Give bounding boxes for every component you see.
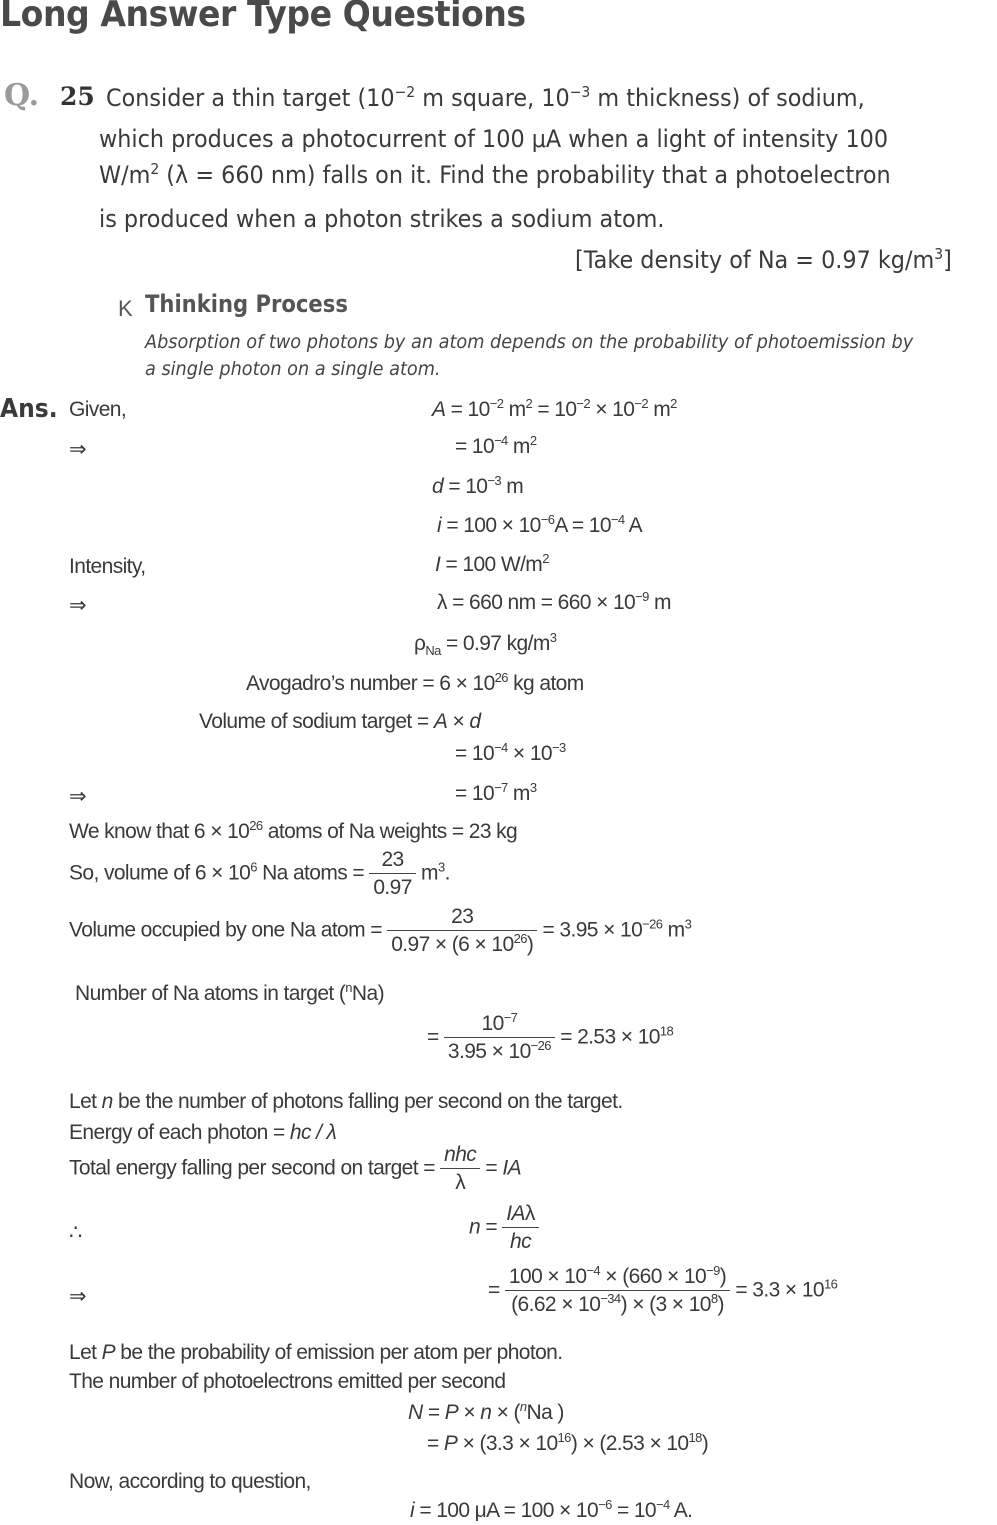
section-title: Long Answer Type Questions	[0, 0, 526, 35]
number-atoms-label: Number of Na atoms in target ($^n$Na)	[75, 980, 384, 1005]
eq-thickness: $d = 10^{-3}$ m	[432, 473, 524, 498]
thinking-process-icon: K	[118, 296, 133, 321]
fraction-ial-over-hc: $\frac{\text{IAλ}}{hc}$	[502, 1202, 539, 1254]
eq-volume-one-atom: Volume occupied by one Na atom = $\frac{23}{0.97 \times (6 \times 10^{26})}$ = $3.95 \times 10^{-26}$ $m^3$	[69, 905, 692, 956]
eq-n-value: = $\frac{100 \times 10^{-4} \times (660 \times 10^{-9})}{(6.62 \times 10^{-34}) \times (3 \times 10^8)}$ = $3.3 \times 10^{16}$	[488, 1263, 838, 1316]
know-statement: We know that $6 \times 10^{26}$ atoms of Na weights = 23 kg	[69, 818, 518, 843]
eq-volume-mole: So, volume of $6 \times 10^6$ Na atoms = $\frac{23}{0.97}$ $m^3$.	[69, 848, 450, 899]
implies-symbol: ⇒	[69, 785, 86, 808]
question-line-2: which produces a photocurrent of 100 μA when a light of intensity 100	[99, 125, 889, 153]
eq-total-energy: Total energy falling per second on target = $\frac{\text{nhc}}{\lambda}$ = IA	[69, 1143, 521, 1194]
thinking-process-line-1: Absorption of two photons by an atom depends on the probability of photoemission by	[145, 331, 914, 353]
question-marker-icon: Q.	[4, 78, 40, 113]
eq-density: $\rho_{Na} = 0.97$ $kg/m^3$	[414, 630, 557, 659]
now-statement: Now, according to question,	[69, 1470, 311, 1493]
given-label: Given,	[69, 398, 127, 421]
eq-current-final: i = 100 $\mu A = 100 \times 10^{-6} = 10^{-4}$ A.	[410, 1497, 693, 1522]
eq-intensity: I = 100 $W/m^2$	[435, 551, 549, 576]
therefore-symbol: ∴	[69, 1221, 82, 1244]
eq-volume-step: = $10^{-4} \times 10^{-3}$	[455, 740, 566, 765]
let-n-statement: Let n be the number of photons falling per second on the target.	[69, 1090, 623, 1113]
eq-N-formula: N = P × n × ($^n$Na )	[408, 1399, 564, 1424]
thinking-process-title: Thinking Process	[145, 290, 348, 318]
eq-N-value: = $P \times (3.3 \times 10^{16}) \times (2.53 \times 10^{18})$	[427, 1430, 709, 1455]
eq-wavelength: λ = 660 nm = $660 \times 10^{-9}$ m	[437, 589, 671, 614]
question-note: [Take density of Na = 0.97 $kg/m^3$]	[575, 245, 952, 274]
eq-n-formula: n = $\frac{\text{IAλ}}{hc}$	[469, 1202, 539, 1254]
eq-current: $i = 100 \times 10^{-6}A = 10^{-4}$ A	[437, 512, 643, 537]
answer-label: Ans.	[0, 394, 58, 424]
let-p-statement: Let P be the probability of emission per atom per photon.	[69, 1341, 563, 1364]
fraction-nhc-over-lambda: $\frac{\text{nhc}}{\lambda}$	[440, 1143, 480, 1195]
thinking-process-line-2: a single photon on a single atom.	[145, 358, 441, 380]
fraction-number-atoms: $\frac{10^{-7}}{3.95 \times 10^{-26}}$	[444, 1012, 555, 1064]
fraction-23-over-097: $\frac{23}{0.97}$	[369, 848, 415, 900]
eq-volume-result: = $10^{-7}$ $m^3$	[455, 780, 537, 805]
implies-symbol: ⇒	[69, 1285, 86, 1308]
question-line-1: Consider a thin target ($10^{-2}$ m square, $10^{-3}$ m thickness) of sodium,	[106, 83, 865, 112]
energy-each-photon: Energy of each photon = hc / λ	[69, 1121, 337, 1144]
fraction-one-atom: $\frac{23}{0.97 \times (6 \times 10^{26})}$	[387, 905, 537, 957]
eq-volume-target: Volume of sodium target = A × d	[199, 710, 481, 733]
implies-symbol: ⇒	[69, 438, 86, 461]
eq-number-atoms: = $\frac{10^{-7}}{3.95 \times 10^{-26}}$ = $2.53 \times 10^{18}$	[427, 1010, 674, 1063]
fraction-n-value: $\frac{100 \times 10^{-4} \times (660 \times 10^{-9})}{(6.62 \times 10^{-34}) \times (3 \times 10^8)}$	[505, 1265, 730, 1317]
eq-area-result: = $10^{-4}$ $m^2$	[455, 433, 537, 458]
question-line-4: is produced when a photon strikes a sodium atom.	[99, 205, 665, 233]
eq-area: $A = 10^{-2}$ $m^2 = 10^{-2} \times 10^{-2}$ $m^2$	[432, 396, 677, 421]
photoelectrons-statement: The number of photoelectrons emitted per second	[69, 1370, 506, 1393]
implies-symbol: ⇒	[69, 594, 86, 617]
question-number: 25	[60, 82, 95, 111]
intensity-label: Intensity,	[69, 555, 146, 578]
question-line-3: $W/m^2$ (λ = 660 nm) falls on it. Find the probability that a photoelectron	[99, 160, 891, 189]
eq-avogadro: Avogadro’s number = $6 \times 10^{26}$ kg atom	[246, 670, 584, 695]
